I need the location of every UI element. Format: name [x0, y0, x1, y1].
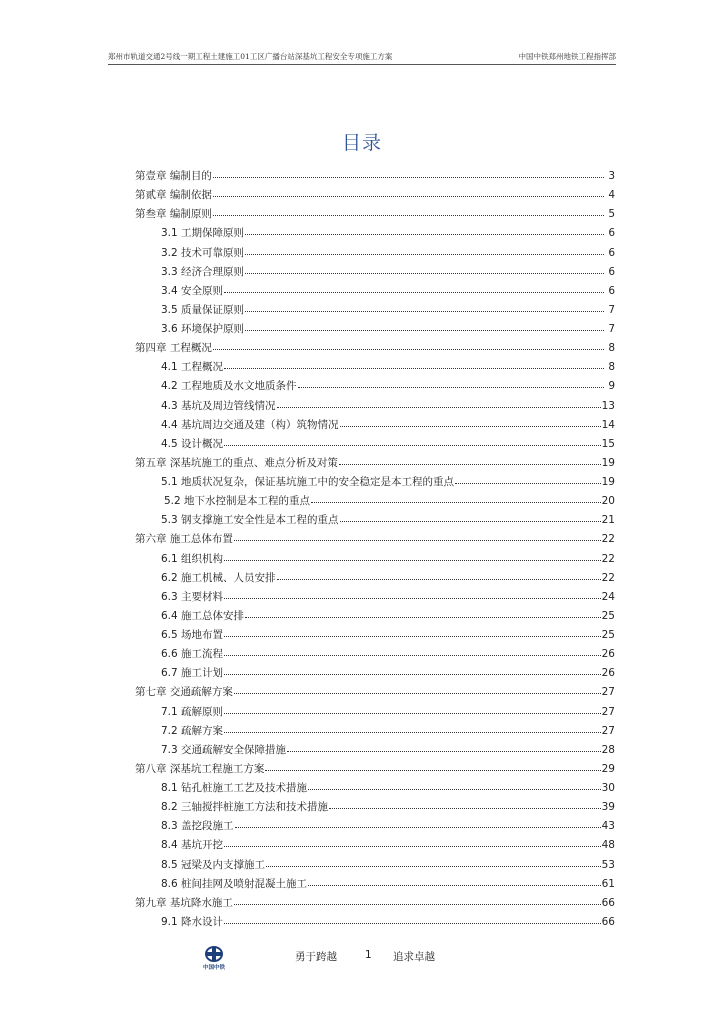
toc-dot-leader	[308, 871, 601, 886]
toc-entry[interactable]	[135, 260, 615, 279]
toc-dot-leader	[245, 297, 604, 312]
toc-entry-page: 25	[601, 629, 615, 641]
toc-entry-label: 3.5 质量保证原则	[161, 303, 245, 316]
toc-entry[interactable]	[135, 336, 615, 355]
toc-entry-label: 6.4 施工总体安排	[161, 609, 245, 622]
toc-entry-page: 14	[601, 418, 615, 431]
toc-entry-page: 22	[601, 571, 615, 584]
toc-dot-leader	[213, 182, 604, 197]
toc-dot-leader	[224, 278, 604, 293]
toc-entry-page: 48	[601, 839, 615, 852]
toc-entry[interactable]	[135, 241, 615, 260]
toc-entry[interactable]	[135, 221, 615, 240]
toc-entry[interactable]	[135, 317, 615, 336]
toc-entry[interactable]	[135, 623, 615, 642]
toc-dot-leader	[224, 660, 601, 675]
toc-entry-label: 4.5 设计概况	[161, 437, 224, 450]
toc-entry-page: 39	[601, 801, 615, 814]
toc-dot-leader	[245, 316, 604, 331]
toc-entry-label: 8.1 钻孔桩施工工艺及技术措施	[161, 782, 308, 794]
toc-entry-label: 第七章 交通疏解方案	[135, 686, 233, 699]
crec-logo-icon	[196, 946, 232, 964]
toc-entry-label: 6.5 场地布置	[161, 629, 224, 641]
toc-entry[interactable]	[135, 279, 615, 298]
toc-entry-label: 8.2 三轴搅拌桩施工方法和技术措施	[161, 801, 329, 814]
toc-entry-label: 8.4 基坑开挖	[161, 839, 224, 852]
toc-entry[interactable]	[135, 164, 615, 183]
toc-entry-label: 7.1 疏解原则	[161, 705, 224, 718]
toc-entry-page: 66	[601, 915, 615, 928]
toc-dot-leader	[234, 679, 601, 694]
header-organization: 中国中铁郑州地铁工程指挥部	[518, 52, 616, 61]
toc-dot-leader	[213, 201, 604, 216]
toc-entry-page: 25	[601, 609, 615, 622]
toc-entry-label: 第五章 深基坑施工的重点、难点分析及对策	[135, 456, 338, 469]
toc-entry-label: 5.3 钢支撑施工安全性是本工程的重点	[161, 514, 339, 527]
toc-entry[interactable]	[135, 451, 615, 470]
toc-entry[interactable]	[135, 585, 615, 604]
toc-entry-label: 第九章 基坑降水施工	[135, 896, 233, 909]
toc-entry-label: 4.4 基坑周边交通及建（构）筑物情况	[161, 418, 339, 431]
toc-dot-leader	[224, 584, 601, 599]
logo-text: 中国中铁	[202, 965, 225, 971]
toc-entry-page: 29	[601, 762, 615, 775]
toc-dot-leader	[224, 832, 601, 847]
toc-entry-label: 6.2 施工机械、人员安排	[161, 571, 276, 584]
toc-dot-leader	[224, 546, 601, 561]
toc-entry-page: 7	[608, 323, 615, 335]
toc-entry-page: 26	[601, 667, 615, 680]
toc-entry-page: 13	[601, 399, 615, 412]
toc-entry-label: 4.3 基坑及周边管线情况	[161, 399, 276, 412]
toc-dot-leader	[266, 852, 601, 867]
toc-entry[interactable]	[135, 872, 615, 891]
toc-entry-page: 53	[601, 858, 615, 871]
toc-entry-label: 7.2 疏解方案	[161, 724, 224, 737]
toc-entry-page: 3	[608, 170, 615, 182]
header-project-title: 郑州市轨道交通2号线一期工程土建施工01工区广播台站深基坑工程安全专项施工方案	[108, 52, 393, 61]
toc-entry-label: 8.6 桩间挂网及喷射混凝土施工	[161, 877, 308, 890]
toc-entry-page: 22	[601, 552, 615, 565]
toc-entry-page: 6	[608, 246, 615, 259]
crec-logo	[196, 946, 232, 972]
toc-entry[interactable]	[135, 547, 615, 566]
toc-entry[interactable]	[135, 566, 615, 585]
toc-entry[interactable]	[135, 853, 615, 872]
toc-entry-page: 19	[601, 456, 615, 469]
toc-entry[interactable]	[135, 910, 615, 929]
toc-entry-label: 3.3 经济合理原则	[161, 265, 245, 278]
toc-dot-leader	[224, 641, 601, 656]
page-header	[108, 50, 616, 65]
toc-entry[interactable]	[135, 833, 615, 852]
toc-entry-label: 8.3 盖挖段施工	[161, 820, 234, 833]
toc-dot-leader	[455, 469, 601, 484]
toc-dot-leader	[340, 507, 601, 522]
toc-dot-leader	[245, 220, 604, 235]
toc-entry-page: 27	[601, 705, 615, 718]
toc-dot-leader	[277, 393, 601, 408]
footer-motto-left: 勇于跨越	[295, 951, 337, 963]
toc-entry-page: 43	[601, 820, 615, 833]
toc-entry[interactable]	[135, 719, 615, 738]
toc-dot-leader	[340, 412, 601, 427]
toc-entry-page: 9	[608, 380, 615, 393]
toc-dot-leader	[245, 603, 601, 618]
toc-entry[interactable]	[135, 413, 615, 432]
toc-dot-leader	[235, 813, 601, 828]
toc-dot-leader	[224, 431, 601, 446]
toc-entry-page: 66	[601, 896, 615, 909]
toc-entry-page: 26	[601, 648, 615, 661]
toc-entry[interactable]	[135, 527, 615, 546]
toc-entry-page: 7	[608, 303, 615, 316]
toc-entry-label: 8.5 冠梁及内支撑施工	[161, 858, 266, 871]
toc-entry-page: 24	[601, 590, 615, 603]
toc-entry-page: 30	[601, 782, 615, 794]
toc-entry[interactable]	[135, 202, 615, 221]
toc-entry[interactable]	[135, 355, 615, 374]
toc-entry-page: 21	[601, 514, 615, 527]
toc-entry[interactable]	[135, 795, 615, 814]
toc-entry[interactable]	[135, 680, 615, 699]
toc-entry-label: 3.1 工期保障原则	[161, 227, 245, 240]
toc-entry-page: 5	[608, 208, 615, 221]
toc-entry-label: 5.1 地质状况复杂，保证基坑施工中的安全稳定是本工程的重点	[161, 476, 455, 488]
toc-entry[interactable]	[135, 642, 615, 661]
toc-title: 目录	[341, 132, 382, 154]
toc-entry-page: 27	[601, 724, 615, 737]
toc-entry-label: 第四章 工程概况	[135, 342, 212, 355]
toc-dot-leader	[224, 718, 601, 733]
footer-page-number: 1	[365, 949, 372, 961]
toc-entry[interactable]	[135, 489, 615, 508]
toc-entry-page: 4	[608, 189, 615, 202]
toc-entry-page: 22	[601, 533, 615, 546]
toc-dot-leader	[311, 488, 601, 503]
toc-entry-page: 6	[608, 284, 615, 297]
toc-entry-label: 7.3 交通疏解安全保障措施	[161, 743, 287, 756]
toc-entry-label: 9.1 降水设计	[161, 915, 224, 928]
toc-dot-leader	[245, 259, 604, 274]
toc-entry-label: 第壹章 编制目的	[135, 170, 212, 182]
toc-dot-leader	[277, 565, 601, 580]
toc-dot-leader	[287, 737, 601, 752]
toc-entry-page: 19	[601, 476, 615, 488]
toc-entry-label: 6.7 施工计划	[161, 667, 224, 680]
toc-entry-label: 6.3 主要材料	[161, 590, 224, 603]
toc-entry-label: 第八章 深基坑工程施工方案	[135, 762, 265, 775]
toc-entry-page: 6	[608, 227, 615, 240]
table-of-contents	[135, 164, 615, 929]
toc-entry-page: 6	[608, 265, 615, 278]
toc-entry-label: 5.2 地下水控制是本工程的重点	[164, 495, 311, 508]
toc-entry[interactable]	[135, 183, 615, 202]
toc-dot-leader	[329, 794, 601, 809]
toc-entry-label: 6.6 施工流程	[161, 648, 224, 661]
toc-dot-leader	[339, 450, 601, 465]
toc-entry-label: 第叁章 编制原则	[135, 208, 212, 221]
toc-dot-leader	[308, 775, 601, 790]
toc-entry[interactable]	[135, 776, 615, 795]
toc-dot-leader	[224, 909, 601, 924]
toc-entry-page: 61	[601, 877, 615, 890]
toc-entry-label: 3.4 安全原则	[161, 284, 224, 297]
toc-entry[interactable]	[135, 432, 615, 451]
toc-dot-leader	[213, 163, 604, 178]
toc-dot-leader	[234, 526, 601, 541]
toc-entry-page: 15	[601, 437, 615, 450]
toc-entry[interactable]	[135, 470, 615, 489]
toc-entry-page: 8	[608, 342, 615, 355]
toc-entry[interactable]	[135, 738, 615, 757]
toc-entry[interactable]	[135, 700, 615, 719]
toc-entry-label: 3.2 技术可靠原则	[161, 246, 245, 259]
toc-entry-label: 第六章 施工总体布置	[135, 533, 233, 546]
toc-entry[interactable]	[135, 757, 615, 776]
toc-dot-leader	[265, 756, 600, 771]
toc-entry[interactable]	[135, 604, 615, 623]
toc-entry[interactable]	[135, 298, 615, 317]
toc-entry[interactable]	[135, 891, 615, 910]
toc-dot-leader	[234, 890, 601, 905]
toc-entry[interactable]	[135, 374, 615, 393]
toc-entry-page: 8	[608, 361, 615, 374]
toc-entry-label: 4.1 工程概况	[161, 361, 224, 374]
toc-entry-page: 28	[601, 743, 615, 756]
footer-motto-right: 追求卓越	[393, 951, 435, 963]
toc-dot-leader	[224, 622, 601, 637]
toc-dot-leader	[224, 354, 604, 369]
toc-entry[interactable]	[135, 394, 615, 413]
toc-entry-label: 4.2 工程地质及水文地质条件	[161, 380, 297, 393]
toc-entry-page: 20	[601, 495, 615, 508]
toc-entry-page: 27	[601, 686, 615, 699]
toc-entry-label: 6.1 组织机构	[161, 552, 224, 565]
toc-dot-leader	[213, 335, 604, 350]
toc-entry[interactable]	[135, 814, 615, 833]
toc-entry-label: 3.6 环境保护原则	[161, 323, 245, 335]
toc-dot-leader	[298, 373, 604, 388]
toc-dot-leader	[245, 240, 604, 255]
toc-entry-label: 第贰章 编制依据	[135, 189, 212, 202]
toc-entry[interactable]	[135, 508, 615, 527]
toc-dot-leader	[224, 699, 601, 714]
toc-entry[interactable]	[135, 661, 615, 680]
